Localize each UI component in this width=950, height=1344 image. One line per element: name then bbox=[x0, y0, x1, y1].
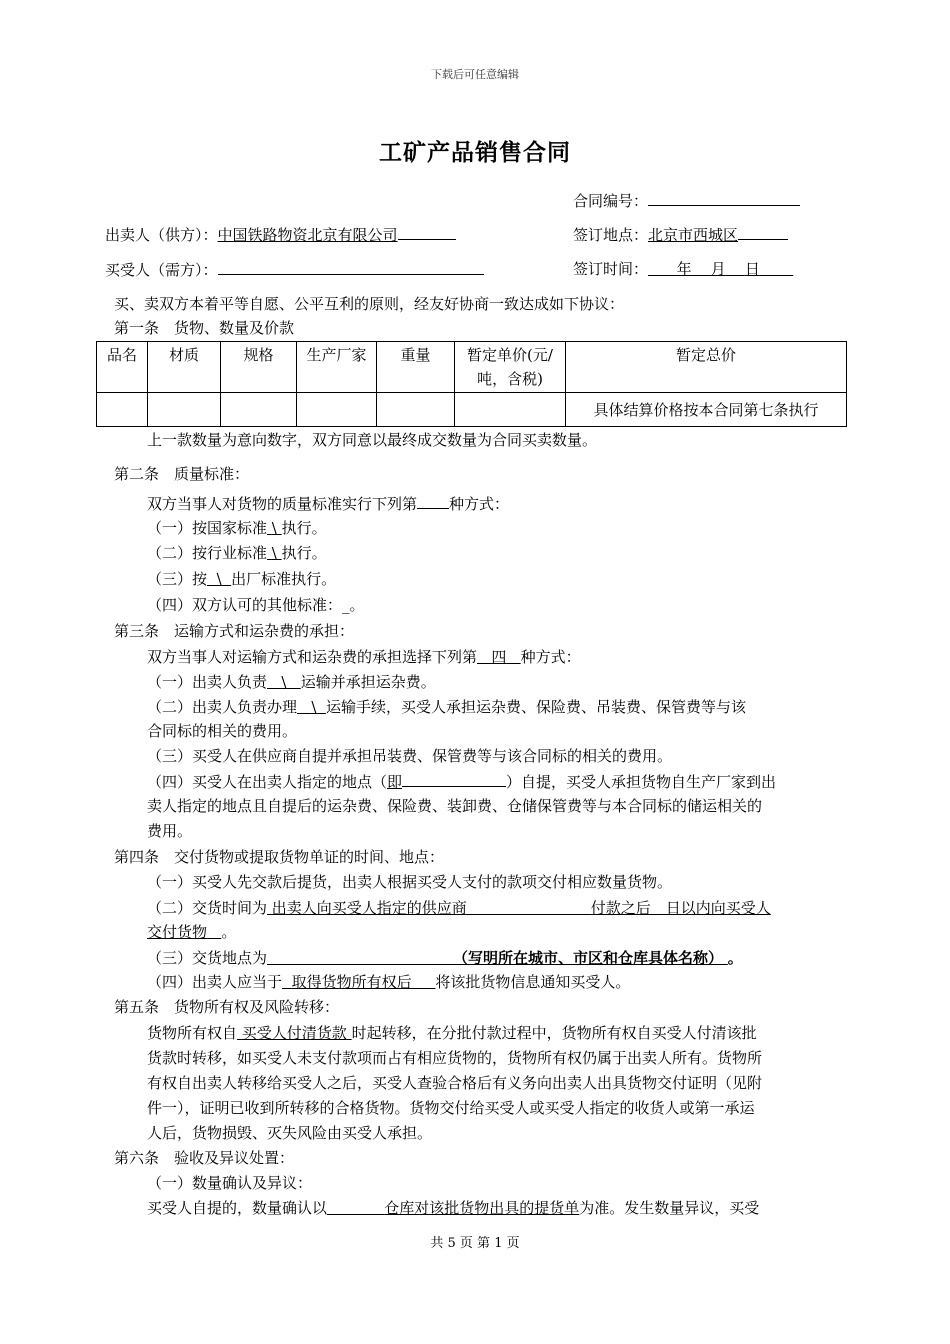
article-3-line-2 bbox=[147, 670, 436, 694]
choice: 四 bbox=[491, 648, 507, 666]
buyer-label: 买受人（需方）： bbox=[105, 261, 218, 279]
table-cell bbox=[455, 393, 566, 427]
text: 取得货物所有权后 bbox=[291, 973, 412, 991]
article-2-line-1 bbox=[147, 491, 509, 516]
text: 。 bbox=[349, 596, 365, 614]
article-4-line-1: （一）买受人先交款后提货，出卖人根据买受人支付的款项交付相应数量货物。 bbox=[147, 873, 673, 891]
contract-number-row bbox=[573, 188, 800, 213]
text: （三）交货地点为 bbox=[147, 949, 268, 967]
text: 仓库对该批货物出具的提货单 bbox=[384, 1199, 580, 1217]
article-4-line-2b bbox=[147, 920, 236, 944]
article-3-title: 第三条 运输方式和运杂费的承担： bbox=[114, 622, 355, 640]
sign-place-label: 签订地点： bbox=[573, 226, 649, 244]
filled-value bbox=[207, 570, 231, 588]
filled-value bbox=[267, 899, 771, 917]
buyer-row bbox=[105, 257, 484, 282]
text: 付款之后 日以内向买受人 bbox=[590, 899, 771, 917]
article-2-line-3 bbox=[147, 541, 327, 565]
text: 运输手续，买受人承担运杂费、保险费、吊装费、保管费等与该 bbox=[325, 698, 746, 716]
buyer-name-blank bbox=[218, 257, 484, 275]
text: （二）按行业标准 bbox=[147, 544, 268, 562]
article-4-line-3 bbox=[147, 946, 743, 970]
text: （三）按 bbox=[147, 570, 208, 588]
article-5-title: 第五条 货物所有权及风险转移： bbox=[114, 998, 340, 1016]
filled-value bbox=[297, 698, 326, 716]
seller-name: 中国铁路物资北京有限公司 bbox=[217, 226, 398, 244]
table-cell bbox=[221, 393, 297, 427]
filled-value bbox=[267, 519, 282, 537]
sign-time-year: 年 bbox=[676, 260, 692, 278]
goods-table bbox=[96, 341, 847, 427]
text: 种方式： bbox=[449, 495, 510, 513]
text: 。 bbox=[221, 923, 237, 941]
contract-number-label: 合同编号： bbox=[573, 192, 649, 210]
text: 交付货物 bbox=[147, 923, 208, 941]
sign-place: 北京市西城区 bbox=[648, 226, 739, 244]
article-3-line-5 bbox=[147, 769, 776, 794]
text: 执行。 bbox=[281, 544, 327, 562]
text: （二）出卖人负责办理 bbox=[147, 698, 298, 716]
table-header-cell: 暂定单价(元/吨，含税) bbox=[455, 342, 566, 393]
seller-row bbox=[105, 222, 456, 247]
article-2-line-2 bbox=[147, 516, 327, 540]
article-2-title: 第二条 质量标准： bbox=[114, 465, 250, 483]
text: （一）按国家标准 bbox=[147, 519, 268, 537]
backslash: \ bbox=[271, 519, 277, 537]
table-cell bbox=[297, 393, 377, 427]
backslash: \ bbox=[216, 570, 222, 588]
table-cell bbox=[97, 393, 148, 427]
table-header-cell: 重量 bbox=[377, 342, 455, 393]
article-5-line-5: 人后，货物损毁、灭失风险由买受人承担。 bbox=[147, 1124, 433, 1142]
text: 双方当事人对货物的质量标准实行下列第 bbox=[147, 495, 418, 513]
sign-place-blank bbox=[738, 222, 788, 240]
text: 为准。发生数量异议，买受 bbox=[579, 1199, 760, 1217]
article-4-title: 第四条 交付货物或提取货物单证的时间、地点： bbox=[114, 848, 445, 866]
article-4-line-2 bbox=[147, 896, 771, 920]
table-row bbox=[97, 393, 847, 427]
filled-value bbox=[267, 673, 301, 691]
text: 货物所有权自 bbox=[147, 1024, 238, 1042]
article-2-line-4 bbox=[147, 567, 336, 591]
text: 种方式： bbox=[520, 648, 581, 666]
text: 。 bbox=[727, 949, 743, 967]
article-3-line-5b: 卖人指定的地点且自提后的运杂费、保险费、装卸费、仓储保管费等与本合同标的储运相关的 bbox=[147, 797, 763, 815]
article-3-line-4: （三）买受人在供应商自提并承担吊装费、保管费等与该合同标的相关的费用。 bbox=[147, 747, 673, 765]
article-6-title: 第六条 验收及异议处置： bbox=[114, 1149, 295, 1167]
table-header-cell: 规格 bbox=[221, 342, 297, 393]
text: （四）买受人在出卖人指定的地点（ bbox=[147, 773, 388, 791]
text: 执行。 bbox=[281, 519, 327, 537]
seller-blank bbox=[398, 222, 456, 240]
article-4-line-4 bbox=[147, 970, 630, 994]
article-1-title: 第一条 货物、数量及价款 bbox=[114, 319, 295, 337]
sign-time-month: 月 bbox=[710, 260, 726, 278]
article-6-line-1: （一）数量确认及异议： bbox=[147, 1174, 313, 1192]
text: 出卖人向买受人指定的供应商 bbox=[271, 899, 467, 917]
backslash: \ bbox=[271, 544, 277, 562]
text: 将该批货物信息通知买受人。 bbox=[435, 973, 631, 991]
text: （四）出卖人应当于 bbox=[147, 973, 283, 991]
filled-value bbox=[267, 949, 728, 967]
sign-time-label: 签订时间： bbox=[573, 260, 649, 278]
text: （一）出卖人负责 bbox=[147, 673, 268, 691]
filled-value bbox=[147, 923, 221, 941]
table-header-cell: 暂定总价 bbox=[566, 342, 847, 393]
article-5-line-4: 件一），证明已收到所转移的合格货物。货物交付给买受人或买受人指定的收货人或第一承运 bbox=[147, 1099, 755, 1117]
text: （二）交货时间为 bbox=[147, 899, 268, 917]
article-5-line-1 bbox=[147, 1021, 757, 1045]
article-3-line-5c: 费用。 bbox=[147, 822, 193, 840]
filled-value bbox=[327, 1199, 579, 1217]
text: （四）双方认可的其他标准： bbox=[147, 596, 343, 614]
backslash: \ bbox=[281, 673, 287, 691]
blank bbox=[402, 769, 506, 787]
underscore: _ bbox=[342, 596, 350, 614]
filled-value bbox=[267, 544, 282, 562]
filled-value: 即 bbox=[387, 773, 403, 791]
table-header-cell: 品名 bbox=[97, 342, 148, 393]
text: ）自提，买受人承担货物自生产厂家到出 bbox=[506, 773, 777, 791]
sign-time-day: 日 bbox=[744, 260, 760, 278]
table-header-cell: 生产厂家 bbox=[297, 342, 377, 393]
sign-time-value bbox=[648, 260, 793, 278]
sign-time-row bbox=[573, 257, 793, 281]
text: 运输并承担运杂费。 bbox=[300, 673, 436, 691]
table-header-row bbox=[97, 342, 847, 393]
table-cell-note: 具体结算价格按本合同第七条执行 bbox=[566, 393, 847, 427]
sign-place-row bbox=[573, 222, 788, 247]
table-cell bbox=[377, 393, 455, 427]
article-3-line-3b: 合同标的相关的费用。 bbox=[147, 722, 298, 740]
filled-value bbox=[477, 648, 521, 666]
text: （写明所在城市、市区和仓库具体名称） bbox=[452, 949, 723, 967]
intro-paragraph: 买、卖双方本着平等自愿、公平互利的原则，经友好协商一致达成如下协议： bbox=[114, 295, 625, 313]
article-2-line-5 bbox=[147, 593, 365, 617]
text: 时起转移，在分批付款过程中，货物所有权自买受人付清该批 bbox=[351, 1024, 757, 1042]
text: 买受人付清货款 bbox=[241, 1024, 347, 1042]
page-header-note: 下载后可任意编辑 bbox=[431, 68, 519, 81]
table-header-cell: 材质 bbox=[148, 342, 221, 393]
article-3-line-3 bbox=[147, 695, 746, 719]
contract-number-blank bbox=[648, 188, 800, 206]
article-1-note: 上一款数量为意向数字，双方同意以最终成交数量为合同买卖数量。 bbox=[147, 431, 598, 449]
text: 出厂标准执行。 bbox=[231, 570, 337, 588]
filled-value bbox=[237, 1024, 352, 1042]
text: 买受人自提的，数量确认以 bbox=[147, 1199, 328, 1217]
article-3-line-1 bbox=[147, 645, 581, 669]
filled-value bbox=[282, 973, 435, 991]
backslash: \ bbox=[311, 698, 317, 716]
seller-label: 出卖人（供方）： bbox=[105, 226, 218, 244]
text: 双方当事人对运输方式和运杂费的承担选择下列第 bbox=[147, 648, 478, 666]
table-cell bbox=[148, 393, 221, 427]
page-footer: 共 5 页 第 1 页 bbox=[430, 1236, 520, 1251]
article-5-line-2: 货款时转移，如买受人未支付款项而占有相应货物的，货物所有权仍属于出卖人所有。货物所 bbox=[147, 1049, 763, 1067]
article-5-line-3: 有权自出卖人转移给买受人之后，买受人查验合格后有义务向出卖人出具货物交付证明（见附 bbox=[147, 1074, 763, 1092]
blank bbox=[417, 491, 449, 509]
page-title: 工矿产品销售合同 bbox=[379, 139, 571, 166]
article-6-line-2 bbox=[147, 1196, 759, 1220]
